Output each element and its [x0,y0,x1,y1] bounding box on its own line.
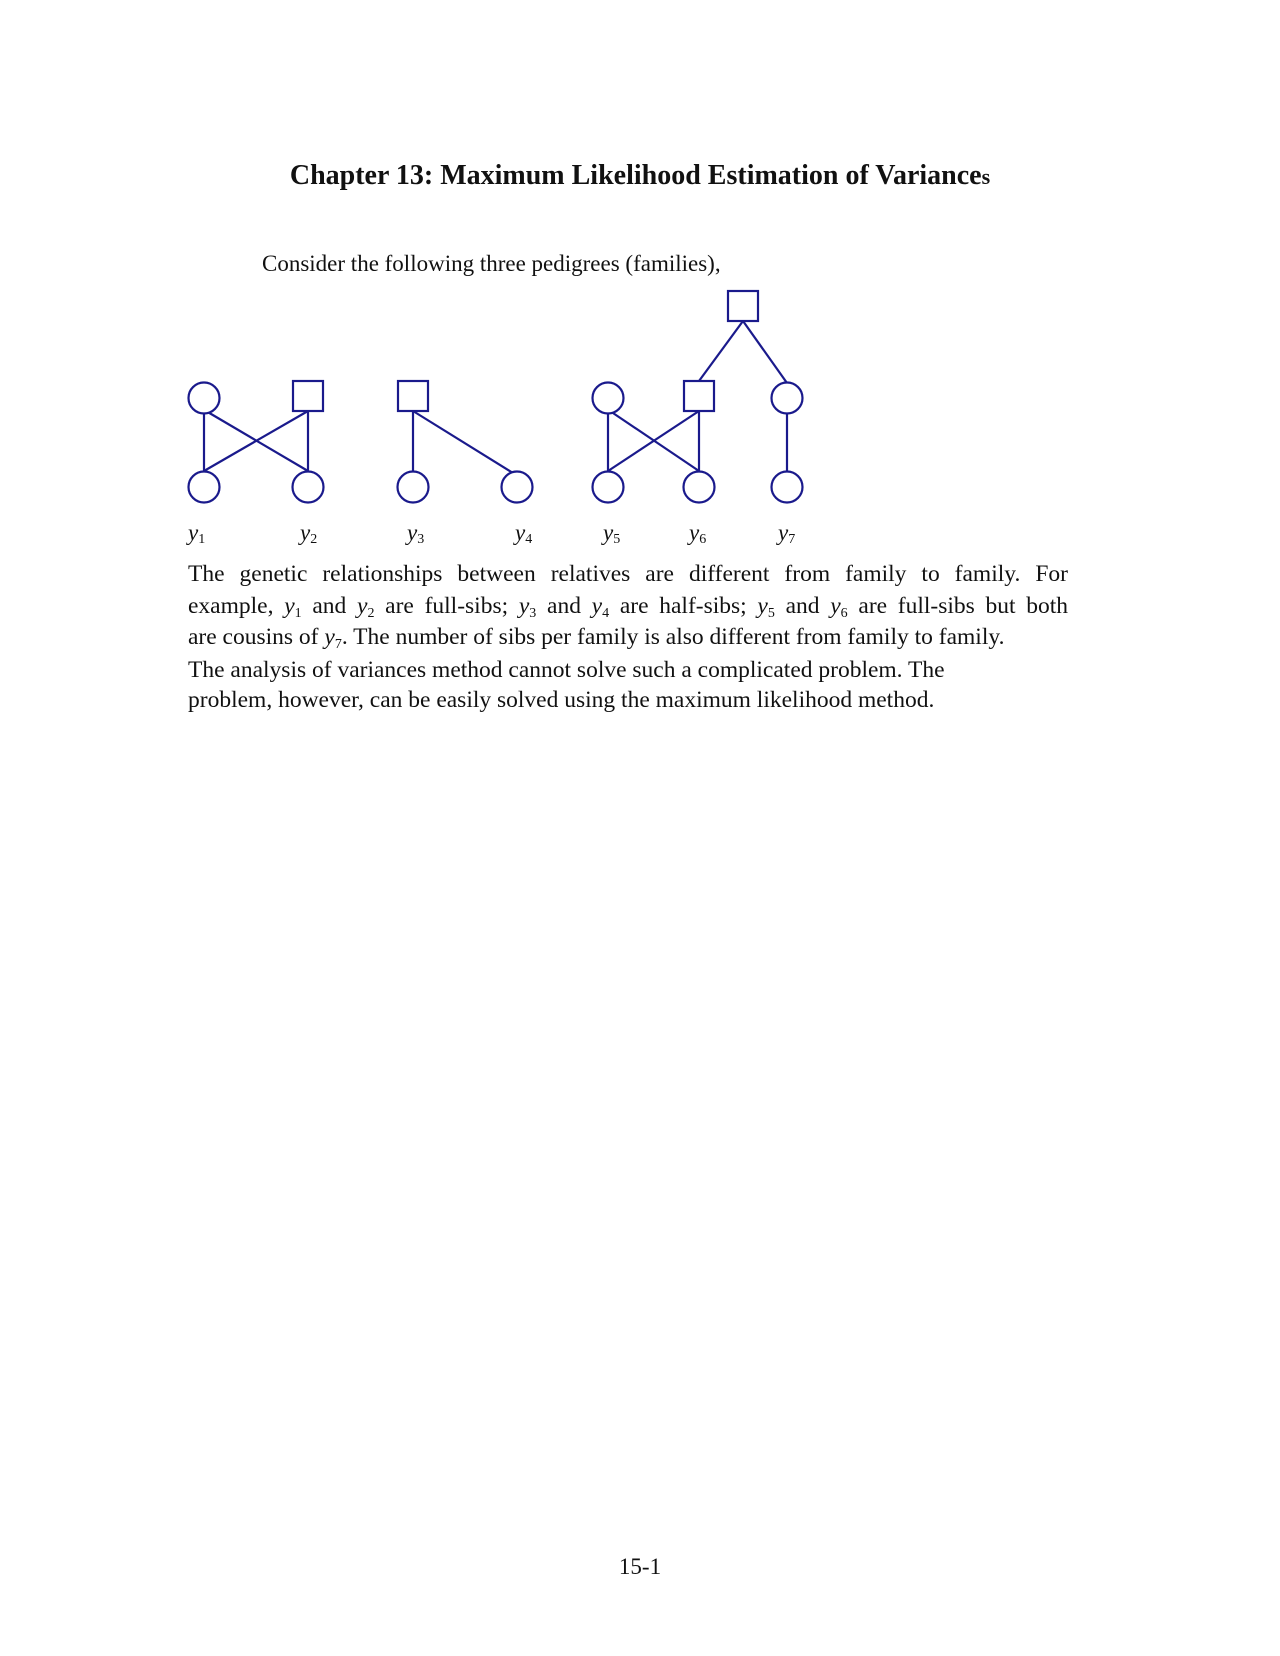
family1-father-square [293,381,323,411]
chapter-title-trailing: s [981,164,991,189]
label-y5: $y_5$ [603,520,621,547]
family3-grandfather-to-daughter [743,321,787,383]
label-y1: $y_1$ [188,520,206,547]
paragraph-line-4: The analysis of variances method cannot solve such a complicated problem. The [188,656,945,683]
y5-circle [593,472,624,503]
y6-circle [684,472,715,503]
chapter-title-main: Chapter 13: Maximum Likelihood Estimation of Variance [289,160,982,191]
paragraph-line-3: are cousins of $y_7$. The number of sibs per family is also different from family to family. [188,624,1005,652]
label-y6: $y_6$ [689,520,707,547]
family2-father-to-y4 [413,411,513,473]
var-y4: $y_4$ [591,592,610,621]
var-y3: $y_3$ [518,592,537,621]
var-y2: $y_2$ [357,592,375,621]
label-y7: $y_7$ [778,520,796,547]
paragraph-line-1: The genetic relationships between relatives are different from family to family. For [188,561,1068,587]
family3-daughter-circle [772,383,803,414]
label-y3: $y_3$ [407,520,425,547]
y1-circle [189,472,220,503]
var-y7: $y_7$ [324,624,342,652]
pedigree-diagram [0,0,1280,560]
y2-circle [293,472,324,503]
y3-circle [398,472,429,503]
label-y4: $y_4$ [515,520,533,547]
label-y2: $y_2$ [300,520,318,547]
intro-text: Consider the following three pedigrees (families), [262,251,721,276]
family1-mother-circle [189,383,220,414]
family3-grandfather-square [728,291,758,321]
body-paragraph [188,559,1068,715]
var-y1: $y_1$ [284,592,302,621]
family3-father-square [684,381,714,411]
paragraph-line-5: problem, however, can be easily solved using the maximum likelihood method. [188,687,935,713]
y4-circle [502,472,533,503]
var-y6: $y_6$ [830,592,848,621]
var-y5: $y_5$ [757,592,775,621]
y7-circle [772,472,803,503]
family3-grandfather-to-son [699,321,743,381]
paragraph-line-2: example, $y_1$ and $y_2$ are full-sibs; $y_3$ and $y_4$ are half-sibs; $y_5$ and $y_6$ are full-sibs but both [188,592,1069,621]
family2-father-square [398,381,428,411]
family3-mother-circle [593,383,624,414]
page-number: 15-1 [618,1554,662,1579]
